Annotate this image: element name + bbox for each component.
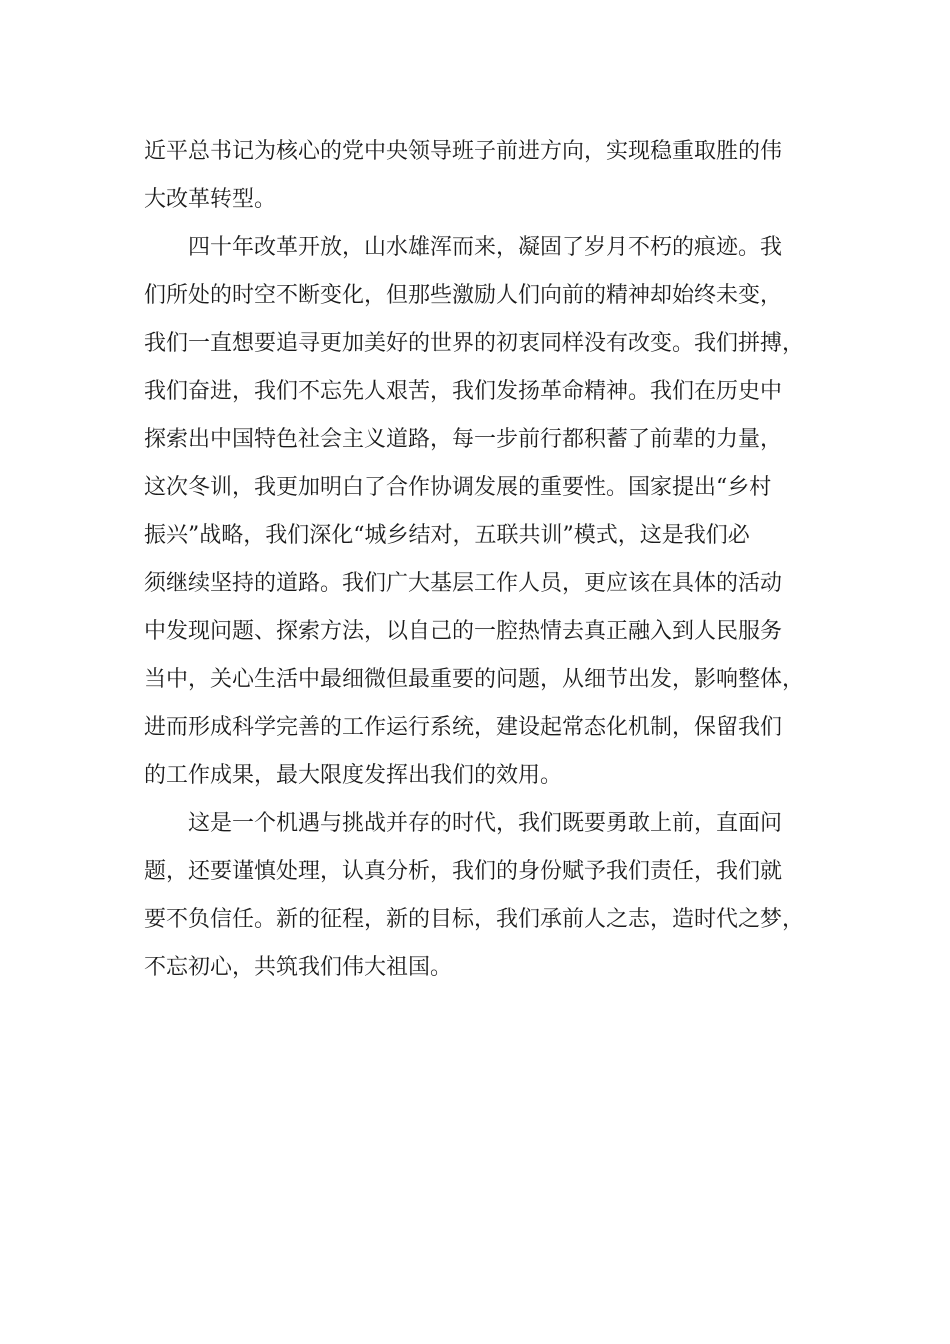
text-line: 大改革转型。 [144,187,277,212]
text-line: 探索出中国特色社会主义道路，每一步前行都积蓄了前辈的力量， [144,427,783,452]
text-line: 振兴”战略，我们深化“城乡结对，五联共训”模式，这是我们必 [144,523,750,548]
text-line: 题，还要谨慎处理，认真分析，我们的身份赋予我们责任，我们就 [144,859,783,884]
text-line: 的工作成果，最大限度发挥出我们的效用。 [144,763,563,788]
text-line: 中发现问题、探索方法，以自己的一腔热情去真正融入到人民服务 [144,619,783,644]
text-line: 这次冬训，我更加明白了合作协调发展的重要性。国家提出“乡村 [144,475,772,500]
text-line: 们所处的时空不断变化，但那些激励人们向前的精神却始终未变， [144,283,783,308]
text-line: 要不负信任。新的征程，新的目标，我们承前人之志，造时代之梦， [144,907,805,932]
paragraph-first-line: 四十年改革开放，山水雄浑而来，凝固了岁月不朽的痕迹。我 [188,235,783,260]
text-line: 进而形成科学完善的工作运行系统，建设起常态化机制，保留我们 [144,715,783,740]
text-line: 我们一直想要追寻更加美好的世界的初衷同样没有改变。我们拼搏， [144,331,805,356]
text-line: 须继续坚持的道路。我们广大基层工作人员，更应该在具体的活动 [144,571,783,596]
text-line: 当中，关心生活中最细微但最重要的问题，从细节出发，影响整体， [144,667,805,692]
paragraph-first-line: 这是一个机遇与挑战并存的时代，我们既要勇敢上前，直面问 [188,811,783,836]
text-line: 我们奋进，我们不忘先人艰苦，我们发扬革命精神。我们在历史中 [144,379,783,404]
text-line: 近平总书记为核心的党中央领导班子前进方向，实现稳重取胜的伟 [144,139,783,164]
body-text [144,128,812,992]
text-line: 不忘初心，共筑我们伟大祖国。 [144,955,453,980]
